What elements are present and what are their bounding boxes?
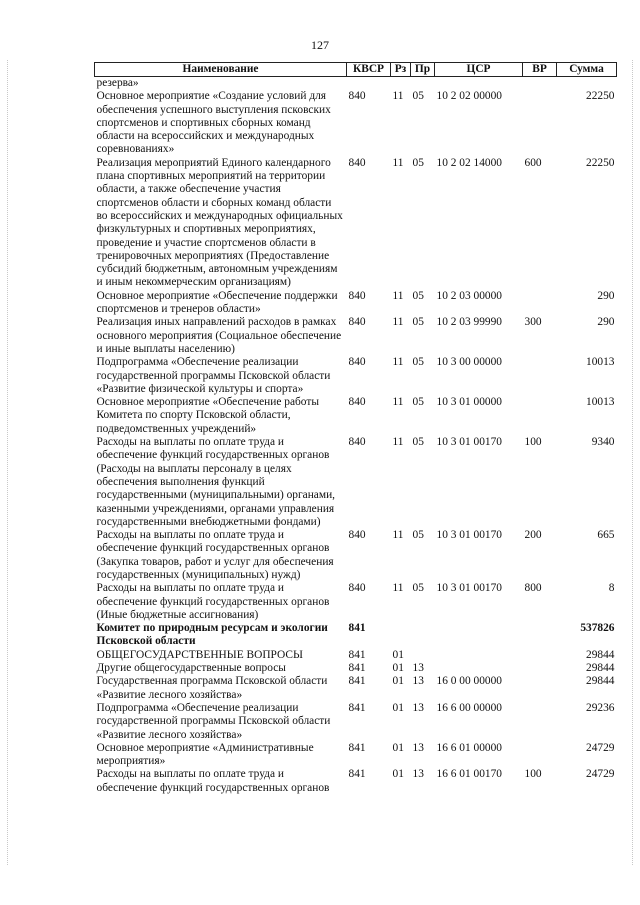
row-name-cell: резерва»: [96, 77, 139, 89]
row-pr-cell: [411, 649, 435, 662]
row-vr-cell: [523, 742, 557, 769]
row-sum-cell: 22250: [586, 90, 615, 103]
row-rz-cell: 01: [392, 648, 404, 661]
table-body: [95, 77, 617, 796]
row-rz-cell: [391, 622, 411, 649]
row-vr-cell: 600: [524, 156, 542, 169]
row-sum-cell: 29844: [586, 648, 615, 661]
row-pr-cell: 05: [412, 90, 424, 103]
row-csr-cell: 16 0 00 00000: [436, 675, 502, 688]
row-sum-cell: 24729: [586, 768, 615, 781]
table-row: [95, 742, 617, 769]
row-rz-cell: 11: [392, 396, 404, 409]
row-csr-cell: 16 6 01 00170: [436, 768, 502, 781]
row-kvsr-cell: 841: [348, 741, 366, 754]
row-sum-cell: 22250: [586, 156, 615, 169]
row-rz-cell: 11: [392, 356, 404, 369]
row-rz-cell: 11: [392, 316, 404, 329]
row-pr-cell: 13: [412, 701, 424, 714]
header-csr: ЦСР: [435, 63, 523, 77]
row-rz-cell: [391, 77, 411, 91]
row-csr-cell: 16 6 01 00000: [436, 741, 502, 754]
row-csr-cell: 10 2 03 00000: [436, 289, 502, 302]
row-sum-cell: 537826: [580, 622, 615, 635]
page-number: 127: [311, 38, 329, 52]
row-pr-cell: 13: [412, 662, 424, 675]
row-pr-cell: 05: [412, 289, 424, 302]
row-sum-cell: 10013: [586, 396, 615, 409]
table-row: [95, 582, 617, 622]
row-vr-cell: [523, 290, 557, 317]
row-name-cell: Основное мероприятие «Административные мероприятия»: [96, 741, 314, 768]
row-vr-cell: 200: [524, 529, 542, 542]
row-csr-cell: 10 2 02 14000: [436, 156, 502, 169]
table-row: [95, 529, 617, 582]
header-kvsr: КВСР: [347, 63, 391, 77]
row-csr-cell: 10 2 03 99990: [436, 316, 502, 329]
row-name-cell: Реализация мероприятий Единого календарного плана спортивных мероприятий на территории области, а также обеспечение участия спортсменов области и сборных команд области во всероссийских и международных официальных физкультурных и спортивных мероприятиях, проведение и участие спортсменов области в тренировочных мероприятиях (Предоставление субсидий бюджетным, автономным учреждениям и иным некоммерческим организациям): [96, 156, 343, 289]
row-kvsr-cell: 840: [348, 90, 366, 103]
row-pr-cell: [411, 622, 435, 649]
row-pr-cell: 05: [412, 316, 424, 329]
row-rz-cell: 01: [392, 741, 404, 754]
row-name-cell: Расходы на выплаты по оплате труда и обеспечение функций государственных органов: [96, 768, 330, 794]
row-rz-cell: 11: [392, 289, 404, 302]
table-row: [95, 290, 617, 317]
row-vr-cell: [523, 662, 557, 675]
row-csr-cell: 10 3 01 00170: [436, 529, 502, 542]
header-sum: Сумма: [557, 63, 617, 77]
table-row: [95, 316, 617, 356]
row-vr-cell: [523, 702, 557, 742]
row-sum-cell: 10013: [586, 356, 615, 369]
row-sum-cell: [557, 77, 617, 91]
row-pr-cell: 13: [412, 768, 424, 781]
header-name: Наименование: [95, 63, 347, 77]
left-margin-dots: [7, 60, 9, 865]
row-csr-cell: [435, 662, 523, 675]
row-csr-cell: 10 3 01 00170: [436, 582, 502, 595]
row-sum-cell: 29844: [586, 675, 615, 688]
row-csr-cell: [435, 622, 523, 649]
table-row: [95, 675, 617, 702]
row-kvsr-cell: 840: [348, 396, 366, 409]
row-vr-cell: [523, 77, 557, 91]
row-kvsr-cell: 840: [348, 356, 366, 369]
row-rz-cell: 01: [392, 701, 404, 714]
row-vr-cell: 300: [524, 316, 542, 329]
row-csr-cell: 10 3 00 00000: [436, 356, 502, 369]
row-pr-cell: 05: [412, 356, 424, 369]
budget-table: [94, 62, 617, 795]
row-pr-cell: 05: [412, 436, 424, 449]
table-header-row: [95, 63, 617, 77]
row-kvsr-cell: 840: [348, 289, 366, 302]
header-vr: ВР: [523, 63, 557, 77]
row-kvsr-cell: 841: [348, 662, 366, 675]
row-name-cell: Расходы на выплаты по оплате труда и обеспечение функций государственных органов (Расходы на выплаты персоналу в целях обеспечения выполнения функций государственными (муниципальными) органами, казенными учреждениями, органами управления государственными внебюджетными фондами): [96, 436, 336, 528]
row-name-cell: Подпрограмма «Обеспечение реализации государственной программы Псковской области «Развитие физической культуры и спорта»: [96, 356, 331, 395]
table-row: [95, 649, 617, 662]
table-row: [95, 768, 617, 795]
row-kvsr-cell: 841: [348, 768, 366, 781]
row-pr-cell: 05: [412, 582, 424, 595]
row-name-cell: Реализация иных направлений расходов в рамках основного мероприятия (Социальное обеспечение и иные выплаты населению): [96, 316, 342, 355]
row-pr-cell: 05: [412, 529, 424, 542]
row-rz-cell: 11: [392, 156, 404, 169]
row-rz-cell: 11: [392, 436, 404, 449]
row-csr-cell: 10 3 01 00170: [436, 436, 502, 449]
row-kvsr-cell: 840: [348, 529, 366, 542]
row-rz-cell: 01: [392, 662, 404, 675]
table-row: [95, 90, 617, 156]
row-csr-cell: [435, 649, 523, 662]
row-csr-cell: 16 6 00 00000: [436, 701, 502, 714]
row-name-cell: Комитет по природным ресурсам и экологии Псковской области: [96, 622, 328, 648]
row-pr-cell: 05: [412, 156, 424, 169]
row-rz-cell: 11: [392, 90, 404, 103]
row-pr-cell: 05: [412, 396, 424, 409]
row-name-cell: Подпрограмма «Обеспечение реализации государственной программы Псковской области «Развитие лесного хозяйства»: [96, 701, 331, 741]
table-row: [95, 77, 617, 91]
row-sum-cell: 9340: [591, 436, 615, 449]
row-vr-cell: [523, 622, 557, 649]
row-csr-cell: [435, 77, 523, 91]
row-rz-cell: 01: [392, 675, 404, 688]
row-pr-cell: [411, 77, 435, 91]
table-row: [95, 662, 617, 675]
row-kvsr-cell: 841: [348, 648, 366, 661]
table-row: [95, 356, 617, 396]
row-kvsr-cell: 840: [348, 582, 366, 595]
row-vr-cell: 100: [524, 768, 542, 781]
row-rz-cell: 11: [392, 582, 404, 595]
row-vr-cell: 800: [524, 582, 542, 595]
row-rz-cell: 01: [392, 768, 404, 781]
table-row: [95, 436, 617, 529]
row-kvsr-cell: 840: [348, 156, 366, 169]
row-sum-cell: 8: [608, 582, 615, 595]
row-csr-cell: 10 3 01 00000: [436, 396, 502, 409]
row-name-cell: Другие общегосударственные вопросы: [96, 662, 286, 675]
right-margin-dots: [632, 60, 634, 865]
table-row: [95, 396, 617, 436]
row-name-cell: ОБЩЕГОСУДАРСТВЕННЫЕ ВОПРОСЫ: [96, 648, 303, 661]
row-vr-cell: [523, 396, 557, 436]
row-kvsr-cell: 840: [348, 436, 366, 449]
row-sum-cell: 290: [597, 316, 615, 329]
row-sum-cell: 665: [597, 529, 615, 542]
row-name-cell: Расходы на выплаты по оплате труда и обеспечение функций государственных органов (Закупка товаров, работ и услуг для обеспечения государственных (муниципальных) нужд): [96, 529, 334, 581]
row-sum-cell: 24729: [586, 741, 615, 754]
row-vr-cell: [523, 649, 557, 662]
table-row: [95, 157, 617, 290]
row-csr-cell: 10 2 02 00000: [436, 90, 502, 103]
row-sum-cell: 29844: [586, 662, 615, 675]
row-kvsr-cell: 841: [348, 701, 366, 714]
row-name-cell: Основное мероприятие «Создание условий для обеспечения успешного выступления псковских спортсменов и спортивных сборных команд области на всероссийских и международных соревнованиях»: [96, 90, 331, 156]
row-vr-cell: 100: [524, 436, 542, 449]
table-row: [95, 702, 617, 742]
row-kvsr-cell: 841: [348, 622, 366, 635]
row-name-cell: Основное мероприятие «Обеспечение поддержки спортсменов и тренеров области»: [96, 289, 338, 316]
row-vr-cell: [523, 90, 557, 156]
row-sum-cell: 290: [597, 289, 615, 302]
row-vr-cell: [523, 356, 557, 396]
row-kvsr-cell: 841: [348, 675, 366, 688]
row-name-cell: Основное мероприятие «Обеспечение работы Комитета по спорту Псковской области, подведомственных учреждений»: [96, 396, 319, 435]
row-name-cell: Государственная программа Псковской области «Развитие лесного хозяйства»: [96, 675, 328, 701]
row-kvsr-cell: [347, 77, 391, 91]
table-row: [95, 622, 617, 649]
row-pr-cell: 13: [412, 741, 424, 754]
row-rz-cell: 11: [392, 529, 404, 542]
header-pr: Пр: [411, 63, 435, 77]
row-vr-cell: [523, 675, 557, 702]
row-kvsr-cell: 840: [348, 316, 366, 329]
header-rz: Рз: [391, 63, 411, 77]
row-name-cell: Расходы на выплаты по оплате труда и обеспечение функций государственных органов (Иные бюджетные ассигнования): [96, 582, 330, 621]
row-sum-cell: 29236: [586, 701, 615, 714]
row-pr-cell: 13: [412, 675, 424, 688]
